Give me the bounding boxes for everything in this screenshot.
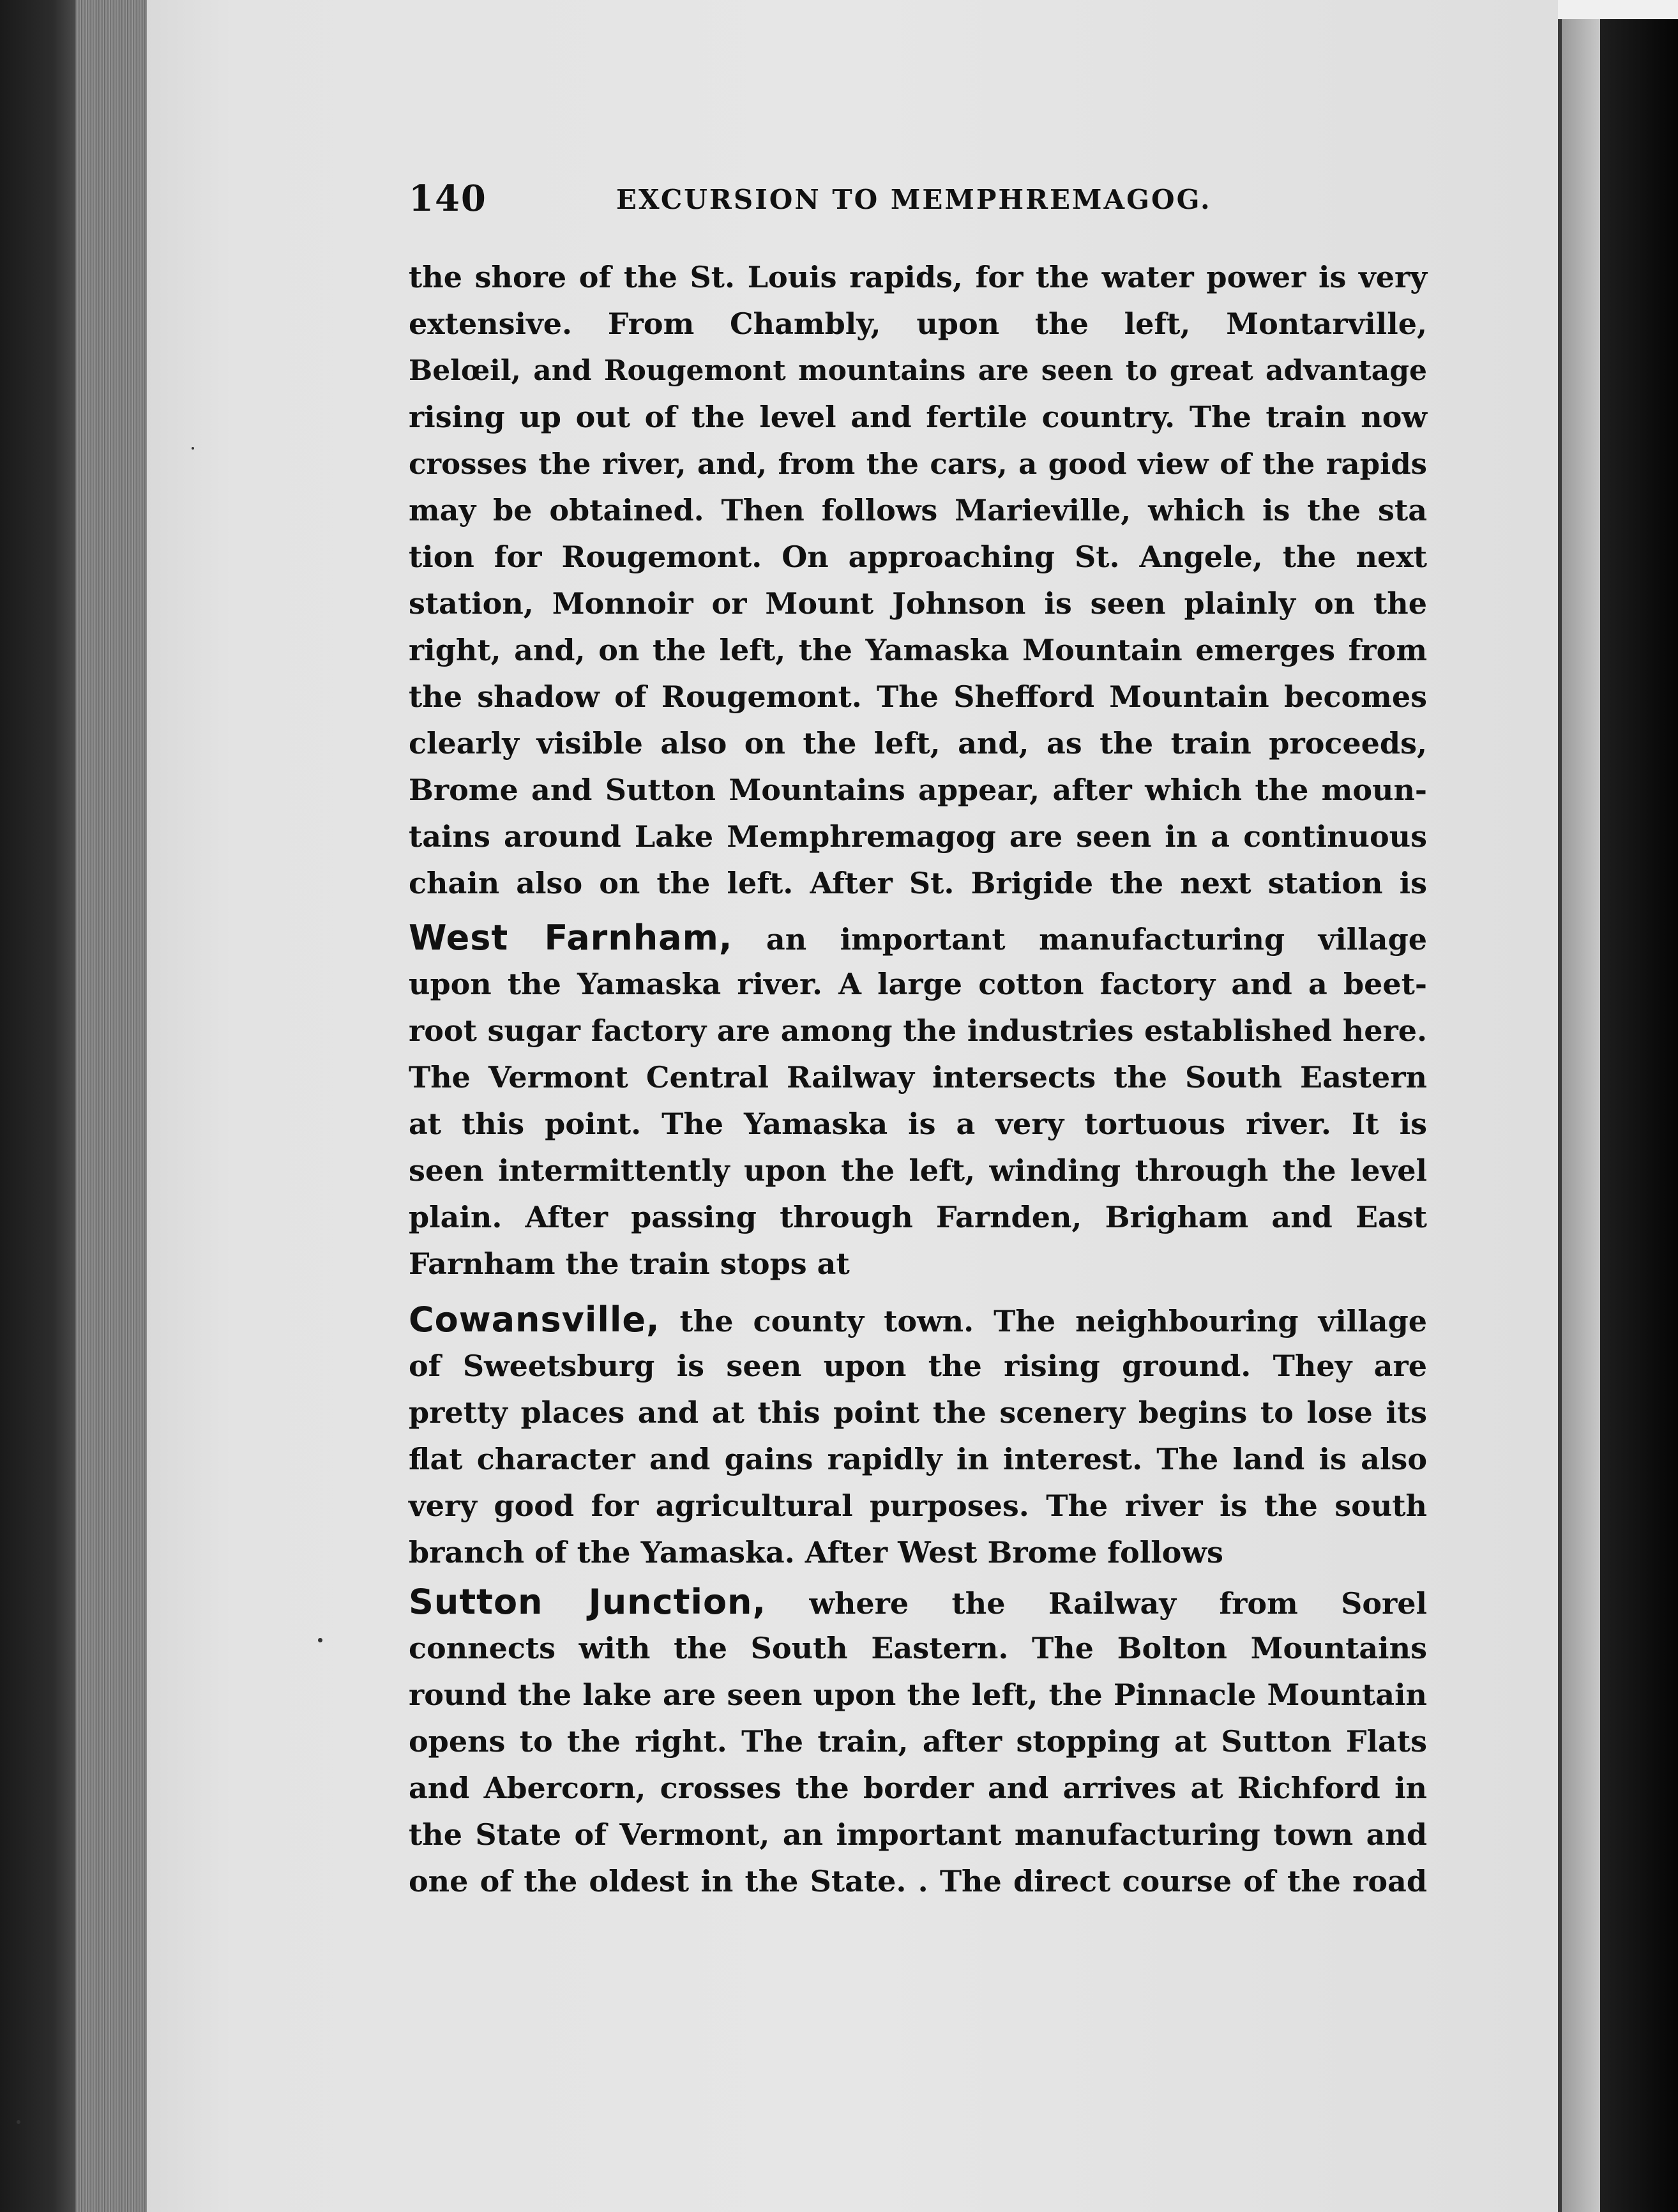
book-spine-shadow [0, 0, 75, 2212]
page-stack-edge [75, 0, 147, 2212]
paragraph-west-farnham [409, 914, 1427, 1287]
text-line: at this point. The Yamaska is a very tortuous river. It is [409, 1107, 1427, 1141]
text-line: the shadow of Rougemont. The Shefford Mountain becomes [409, 679, 1427, 714]
text-line: may be obtained. Then follows Marieville, which is the sta [409, 493, 1427, 527]
scan-right-border [1600, 0, 1678, 2212]
text-line: round the lake are seen upon the left, the Pinnacle Mountain [409, 1678, 1427, 1712]
running-head: EXCURSION TO MEMPHREMAGOG. [616, 184, 1212, 215]
text-line [409, 1579, 1427, 1625]
page-number: 140 [409, 178, 487, 220]
text-line: station, Monnoir or Mount Johnson is seen plainly on the [409, 586, 1427, 621]
scan-speck [318, 1638, 322, 1642]
text-line: opens to the right. The train, after stopping at Sutton Flats [409, 1724, 1427, 1759]
text-line [409, 914, 1427, 961]
text-run: an important manufacturing village [732, 922, 1427, 957]
text-line: Farnham the train stops at [409, 1246, 850, 1281]
paragraph-1 [409, 254, 1427, 907]
paragraph-cowansville [409, 1296, 1427, 1576]
text-line: root sugar factory are among the industries established here. [409, 1013, 1427, 1048]
text-line: tains around Lake Memphremagog are seen in a continuous [409, 819, 1427, 854]
text-line: Brome and Sutton Mountains appear, after which the moun- [409, 773, 1427, 807]
text-line: and Abercorn, crosses the border and arrives at Richford in [409, 1771, 1427, 1805]
text-line: connects with the South Eastern. The Bolton Mountains [409, 1631, 1427, 1665]
text-line: extensive. From Chambly, upon the left, Montarville, [409, 307, 1427, 341]
text-line: the shore of the St. Louis rapids, for the water power is very [409, 260, 1427, 294]
scan-speck [192, 447, 194, 450]
text-run: where the Railway from Sorel [766, 1586, 1427, 1621]
text-line: crosses the river, and, from the cars, a good view of the rapids [409, 447, 1427, 481]
text-line: Belœil, and Rougemont mountains are seen to great advantage [409, 354, 1427, 387]
text-line: The Vermont Central Railway intersects the South Eastern [409, 1060, 1427, 1095]
place-heading-west-farnham: West Farnham, [409, 918, 733, 958]
text-line: chain also on the left. After St. Brigide the next station is [409, 866, 1427, 900]
text-line: right, and, on the left, the Yamaska Mountain emerges from [409, 633, 1427, 667]
text-line: of Sweetsburg is seen upon the rising ground. They are [409, 1349, 1427, 1383]
text-line: clearly visible also on the left, and, as the train proceeds, [409, 726, 1427, 761]
text-line: seen intermittently upon the left, winding through the level [409, 1153, 1427, 1188]
text-line: plain. After passing through Farnden, Brigham and East [409, 1200, 1427, 1234]
scan-speck [17, 2120, 20, 2124]
text-line: one of the oldest in the State. . The direct course of the road [409, 1864, 1427, 1898]
facing-page-edge [1562, 0, 1600, 2212]
place-heading-cowansville: Cowansville, [409, 1299, 660, 1340]
text-run: the county town. The neighbouring village [660, 1304, 1427, 1338]
text-line: pretty places and at this point the scenery begins to lose its [409, 1395, 1427, 1430]
scan-top-band [1558, 0, 1678, 19]
page-header [409, 178, 1427, 229]
text-line [409, 1296, 1427, 1343]
place-heading-sutton-junction: Sutton Junction, [409, 1582, 767, 1622]
text-line: very good for agricultural purposes. The river is the south [409, 1489, 1427, 1523]
text-line: tion for Rougemont. On approaching St. Angele, the next [409, 540, 1427, 574]
text-line: flat character and gains rapidly in interest. The land is also [409, 1442, 1427, 1476]
text-line: rising up out of the level and fertile country. The train now [409, 400, 1427, 434]
text-line: upon the Yamaska river. A large cotton factory and a beet- [409, 967, 1427, 1001]
paragraph-sutton-junction [409, 1579, 1427, 1905]
text-line: the State of Vermont, an important manufacturing town and [409, 1817, 1427, 1852]
text-line: branch of the Yamaska. After West Brome follows [409, 1535, 1223, 1570]
